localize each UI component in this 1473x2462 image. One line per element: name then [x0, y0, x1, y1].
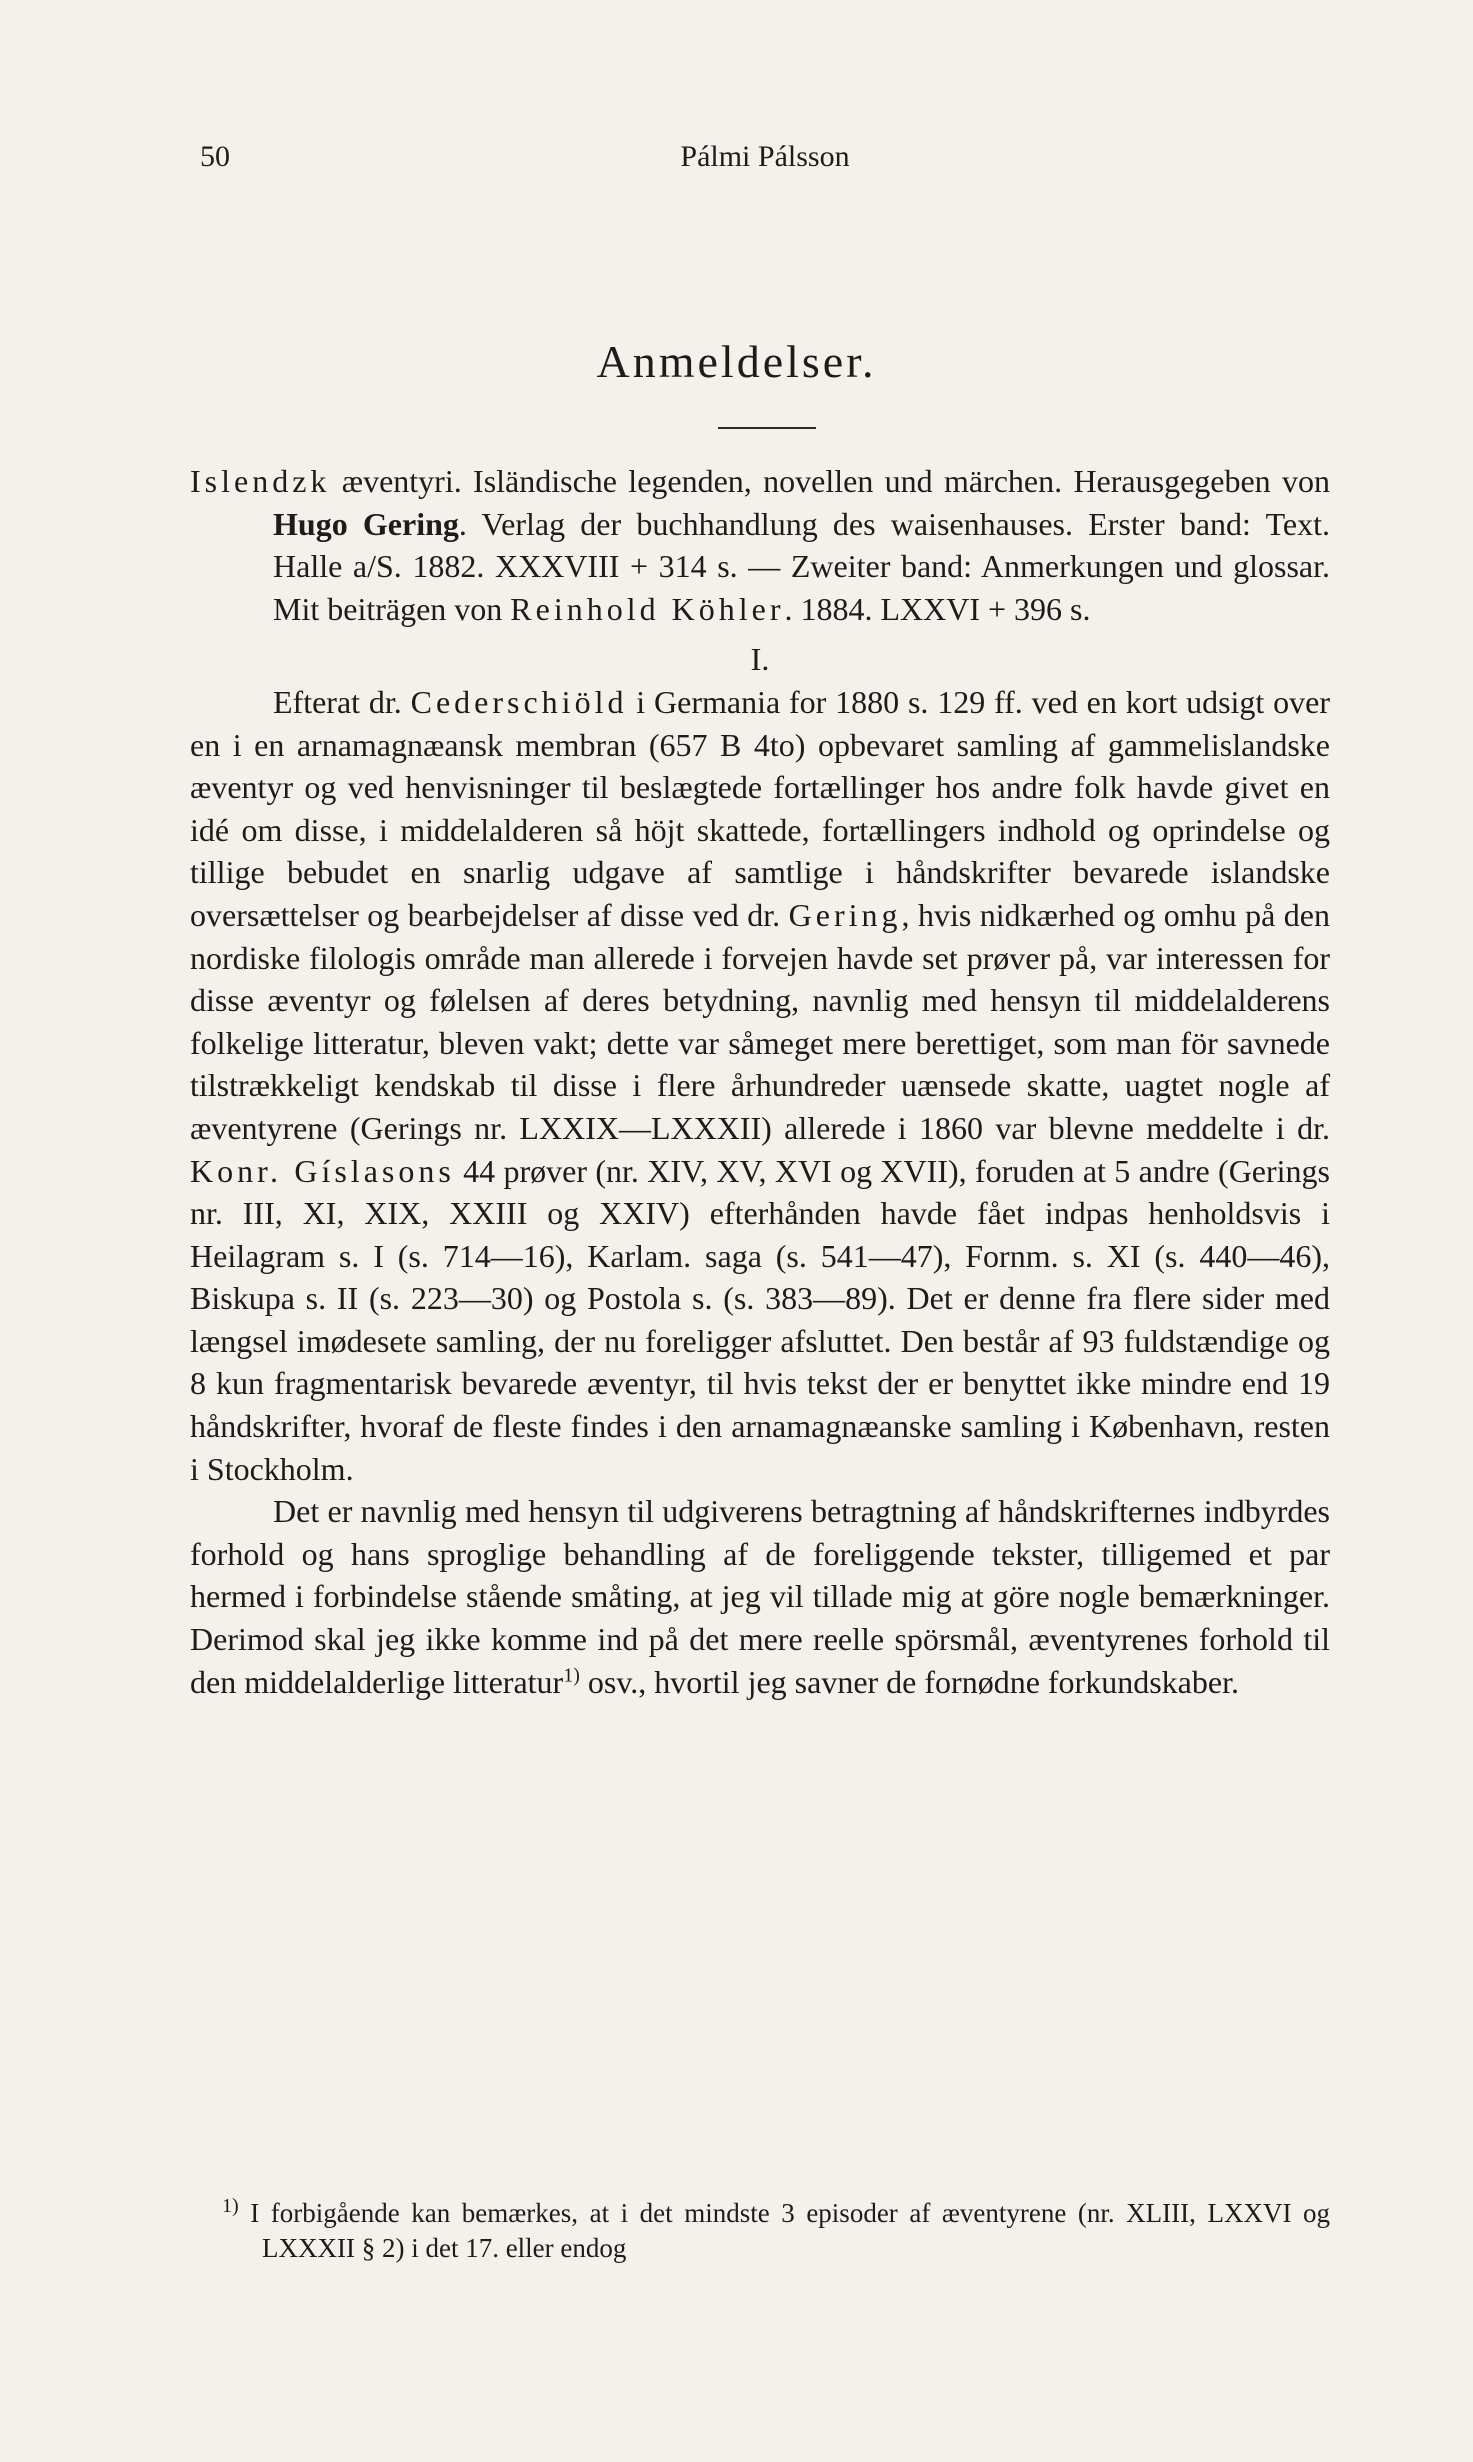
review-heading-text-2: . Verlag der buchhandlung des waisenhauses. Erster band: Text. Halle a/S. 1882. XXXVIII + 314 s. — Zweiter band: Anmerkungen und glossar. Mit beiträgen von [273, 505, 1331, 627]
paragraph-2 [190, 1490, 1330, 1703]
running-title: Pálmi Pálsson [680, 140, 850, 173]
review-heading-text-3: . 1884. LXXVI + 396 s. [784, 590, 1091, 627]
footnote-reference[interactable]: 1) [563, 1663, 580, 1686]
paragraph-1-text-3: , hvis nidkærhed og omhu på den nordiske filologis område man allerede i forvejen havde set prøver på, var interessen for disse æventyr og følelsen af deres betydning, navnlig med hensyn til middelalderens folkelige litteratur, bleven vakt; dette var såmeget mere berettiget, som man för savnede tilstrækkeligt kendskab til disse i flere århundreder uænsede skatte, uagtet nogle af æventyrene (Gerings nr. LXXIX—LXXXII) allerede i 1860 var blevne meddelte i dr. [190, 896, 1331, 1146]
paragraph-2-tail: osv., hvortil jeg savner de fornødne forkundskaber. [579, 1663, 1239, 1700]
article-body [190, 460, 1330, 1703]
review-heading [190, 460, 1330, 630]
review-heading-contributor: Reinhold Köhler [510, 590, 785, 627]
page-header [200, 140, 1330, 190]
review-heading-text-1: æventyri. Isländische legenden, novellen und märchen. Herausgegeben von [330, 463, 1330, 499]
paragraph-1-name-3: Konr. Gíslasons [190, 1152, 455, 1189]
section-numeral: I. [750, 641, 770, 678]
review-heading-editor: Hugo Gering [273, 505, 459, 542]
page-number: 50 [200, 140, 230, 173]
footnote-marker: 1) [222, 2195, 239, 2217]
section-title: Anmeldelser. [596, 336, 877, 387]
footnote-text: I forbigående kan bemærkes, at i det mindste 3 episoder af æventyrene (nr. XLIII, LXXVI og LXXXII § 2) i det 17. eller endog [238, 2198, 1330, 2263]
paragraph-1-text-1: Efterat dr. [273, 683, 411, 720]
paragraph-1 [190, 681, 1330, 1490]
paragraph-2-text: Det er navnlig med hensyn til udgiverens betragtning af håndskrifternes indbyrdes forhold og hans sproglige behandling af de foreliggende tekster, tilligemed et par hermed i forbindelse stående småting, at jeg vil tillade mig at göre nogle bemærkninger. Derimod skal jeg ikke komme ind på det mere reelle spörsmål, æventyrenes forhold til den middelalderlige litteratur [190, 1493, 1330, 1700]
paragraph-1-text-4: 44 prøver (nr. XIV, XV, XVI og XVII), foruden at 5 andre (Gerings nr. III, XI, XIX, XXIII og XXIV) efterhånden havde fået indpas henholdsvis i Heilagram s. I (s. 714—16), Karlam. saga (s. 541—47), Fornm. s. XI (s. 440—46), Biskupa s. II (s. 223—30) og Postola s. (s. 383—89). Det er denne fra flere sider med længsel imødesete samling, der nu foreligger afsluttet. Den består af 93 fuldstændige og 8 kun fragmentarisk bevarede æventyr, til hvis tekst der er benyttet ikke mindre end 19 håndskrifter, hvoraf de fleste findes i den arnamagnæanske samling i København, resten i Stockholm. [190, 1152, 1331, 1487]
paragraph-1-name-1: Cederschiöld [410, 683, 628, 720]
review-heading-lead: Islendzk [190, 463, 331, 499]
paragraph-1-name-2: Gering [788, 896, 902, 933]
footnote [190, 2196, 1330, 2266]
title-divider [718, 427, 816, 429]
paragraph-1-text-2: i Germania for 1880 s. 129 ff. ved en kort udsigt over en i en arnamagnæansk membran (657 B 4to) opbevaret samling af gammelislandske æventyr og ved henvisninger til beslægtede fortællinger hos andre folk havde givet en idé om disse, i middelalderen så höjt skattede, fortællingers indhold og oprindelse og tillige bebudet en snarlig udgave af samtlige i håndskrifter bevarede islandske oversættelser og bearbejdelser af disse ved dr. [190, 683, 1331, 933]
